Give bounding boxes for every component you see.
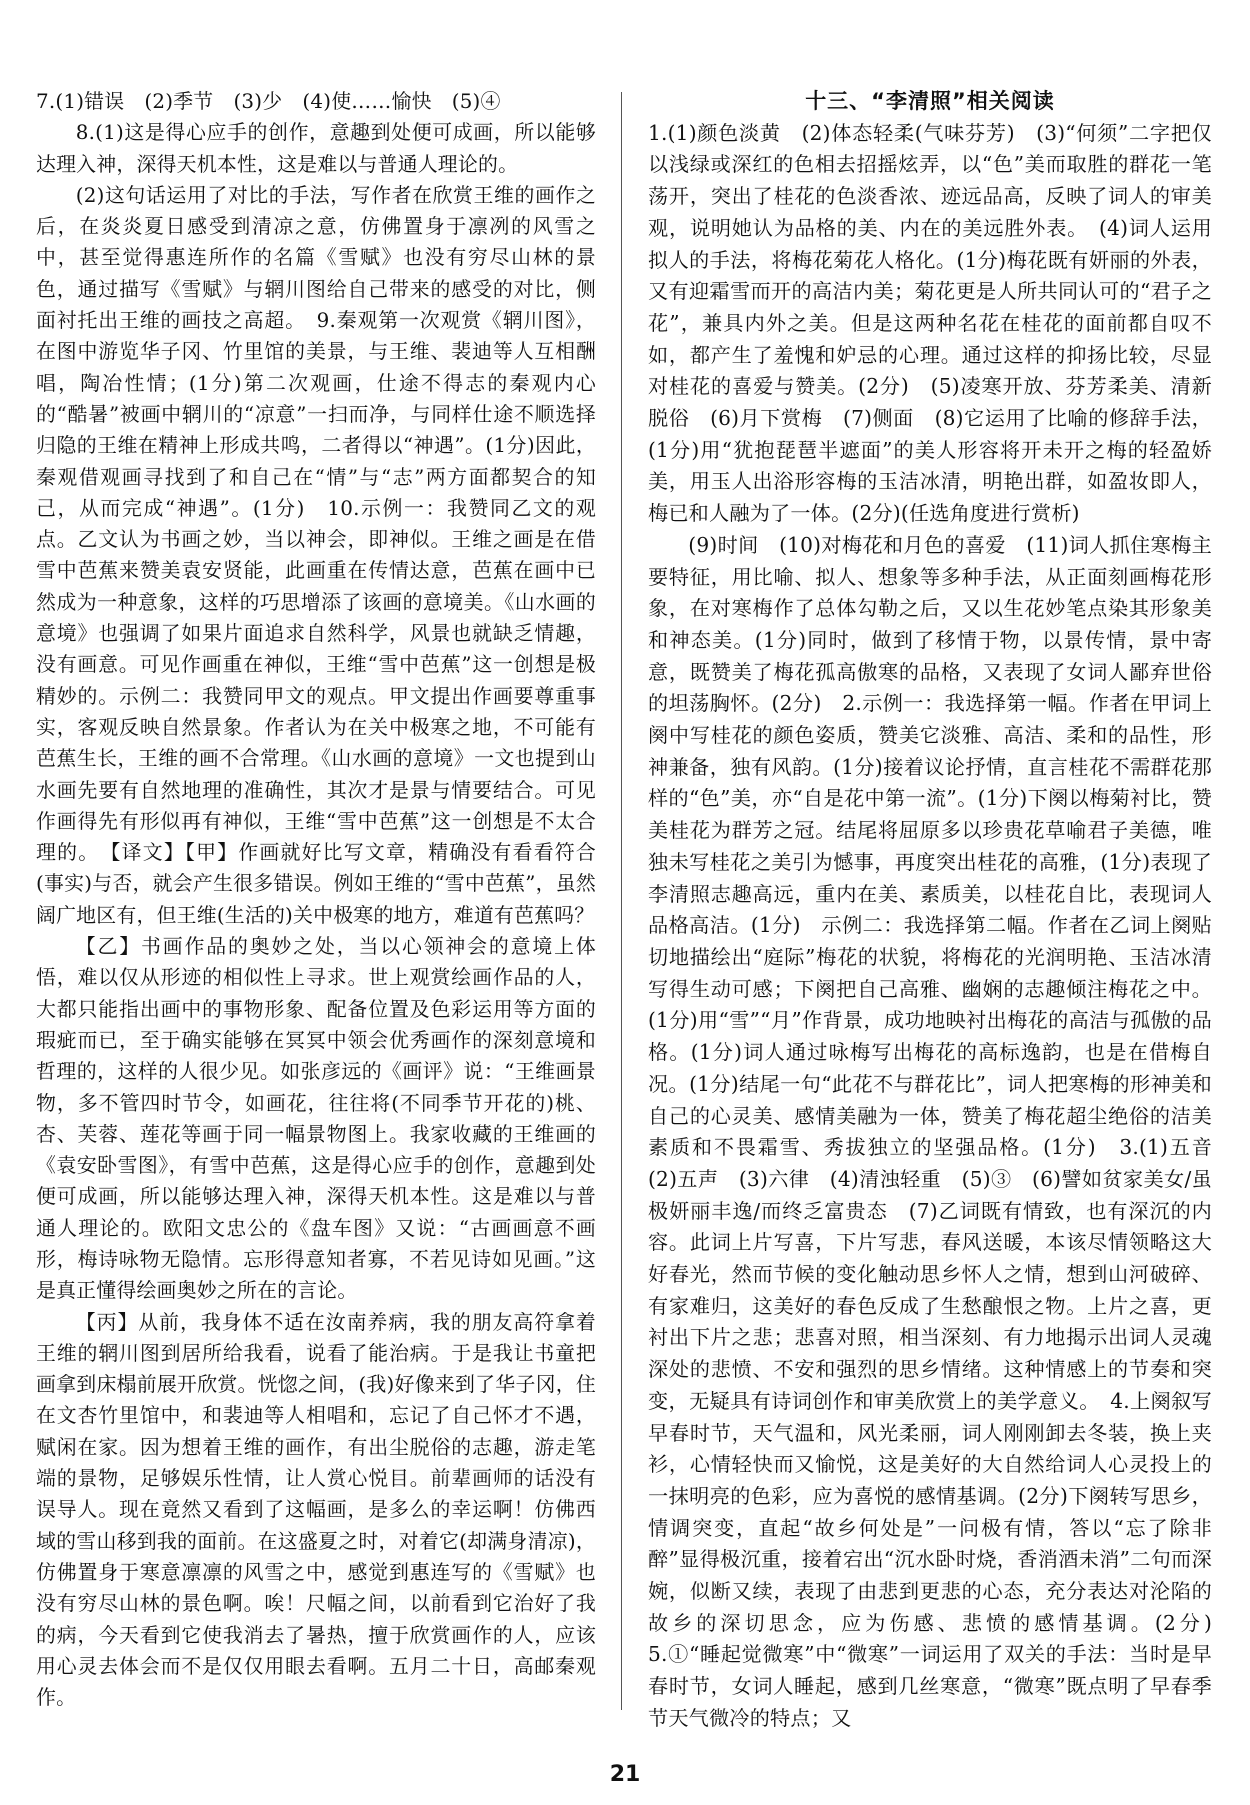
answer-li-1: 1.(1)颜色淡黄 (2)体态轻柔(气味芬芳) (3)“何须”二字把仅以浅绿或深红的色相去招摇炫弄，以“色”美而取胜的群花一笔荡开，突出了桂花的色淡香浓、迹远品高，反映了词人的审美观，说明她认为品格的美、内在的美远胜外表。 (4)词人运用拟人的手法，将梅花菊花人格化。(1分)梅花既有妍丽的外表，又有迎霜雪而开的高洁内美；菊花更是人所共同认可的“君子之花”，兼具内外之美。但是这两种名花在桂花的面前都自叹不如，都产生了羞愧和妒忌的心理。通过这样的抑扬比较，尽显对桂花的喜爱与赞美。(2分) (5)凌寒开放、芬芳柔美、清新脱俗 (6)月下赏梅 (7)侧面 (8)它运用了比喻的修辞手法，(1分)用“犹抱琵琶半遮面”的美人形容将开未开之梅的轻盈娇美，用玉人出浴形容梅的玉洁冰清，明艳出群，如盈妆即人，梅已和人融为了一体。(2分)(任选角度进行赏析) [648,120,1212,526]
right-column [648,86,1233,1735]
column-divider [621,92,622,1710]
translation-bing: 【丙】从前，我身体不适在汝南养病，我的朋友高符拿着王维的辋川图到居所给我看，说看了能治病。于是我让书童把画拿到床榻前展开欣赏。恍惚之间，(我)好像来到了华子冈，住在文杏竹里馆中，和裴迪等人相唱和，忘记了自己怀才不遇，赋闲在家。因为想着王维的画作，有出尘脱俗的志趣，游走笔端的景物，足够娱乐性情，让人赏心悦目。前辈画师的话没有误导人。现在竟然又看到了这幅画，是多么的幸运啊！仿佛西域的雪山移到我的面前。在这盛夏之时，对着它(却满身清凉)，仿佛置身于寒意凛凛的风雪之中，感觉到惠连写的《雪赋》也没有穷尽山林的景色啊。唉！尺幅之间，以前看到它治好了我的病，今天看到它使我消去了暑热，擅于欣赏画作的人，应该用心灵去体会而不是仅仅用眼去看啊。五月二十日，高邮秦观作。 [36,1310,596,1710]
answer-8-1: 8.(1)这是得心应手的创作，意趣到处便可成画，所以能够达理入神，深得天机本性，这是难以与普通人理论的。 [36,121,596,176]
answer-8-2-to-10: (2)这句话运用了对比的手法，写作者在欣赏王维的画作之后，在炎炎夏日感受到清凉之意，仿佛置身于凛冽的风雪之中，甚至觉得惠连所作的名篇《雪赋》也没有穷尽山林的景色，通过描写《雪赋》与辋川图给自己带来的感受的对比，侧面衬托出王维的画技之高超。 9.秦观第一次观赏《辋川图》，在图中游览华子冈、竹里馆的美景，与王维、裴迪等人互相酬唱，陶冶性情；(1分)第二次观画，仕途不得志的秦观内心的“酷暑”被画中辋川的“凉意”一扫而净，与同样仕途不顺选择归隐的王维在精神上形成共鸣，二者得以“神遇”。(1分)因此，秦观借观画寻找到了和自己在“情”与“志”两方面都契合的知己，从而完成“神遇”。(1分) 10.示例一：我赞同乙文的观点。乙文认为书画之妙，当以神会，即神似。王维之画是在借雪中芭蕉来赞美袁安贤能，此画重在传情达意，芭蕉在画中已然成为一种意象，这样的巧思增添了该画的意境美。《山水画的意境》也强调了如果片面追求自然科学，风景也就缺乏情趣，没有画意。可见作画重在神似，王维“雪中芭蕉”这一创想是极精妙的。示例二：我赞同甲文的观点。甲文提出作画要尊重事实，客观反映自然景象。作者认为在关中极寒之地，不可能有芭蕉生长，王维的画不合常理。《山水画的意境》一文也提到山水画先要有自然地理的准确性，其次才是景与情要结合。可见作画得先有形似再有神似，王维“雪中芭蕉”这一创想是不太合理的。 【译文】【甲】作画就好比写文章，精确没有看看符合(事实)与否，就会产生很多错误。例如王维的“雪中芭蕉”，虽然阔广地区有，但王维(生活的)关中极寒的地方，难道有芭蕉吗？ [36,183,596,927]
left-column [36,86,596,1713]
translation-yi: 【乙】书画作品的奥妙之处，当以心领神会的意境上体悟，难以仅从形迹的相似性上寻求。世上观赏绘画作品的人，大都只能指出画中的事物形象、配备位置及色彩运用等方面的瑕疵而已，至于确实能够在冥冥中领会优秀画作的深刻意境和哲理的，这样的人很少见。如张彦远的《画评》说：“王维画景物，多不管四时节令，如画花，往往将(不同季节开花的)桃、杏、芙蓉、莲花等画于同一幅景物图上。我家收藏的王维画的《袁安卧雪图》，有雪中芭蕉，这是得心应手的创作，意趣到处便可成画，所以能够达理入神，深得天机本性。这是难以与普通人理论的。欧阳文忠公的《盘车图》又说：“古画画意不画形，梅诗咏物无隐情。忘形得意知者寡，不若见诗如见画。”这是真正懂得绘画奥妙之所在的言论。 [36,935,596,1303]
answer-7: 7.(1)错误 (2)季节 (3)少 (4)使……愉快 (5)④ [36,90,501,113]
section-title: 十三、“李清照”相关阅读 [805,89,1055,113]
answer-li-1-continued-to-5: (9)时间 (10)对梅花和月色的喜爱 (11)词人抓住寒梅主要特征，用比喻、拟人、想象等多种手法，从正面刻画梅花形象，在对寒梅作了总体勾勒之后，又以生花妙笔点染其形象美和神态美。(1分)同时，做到了移情于物，以景传情，景中寄意，既赞美了梅花孤高傲寒的品格，又表现了女词人鄙弃世俗的坦荡胸怀。(2分) 2.示例一：我选择第一幅。作者在甲词上阕中写桂花的颜色姿质，赞美它淡雅、高洁、柔和的品性，形神兼备，独有风韵。(1分)接着议论抒情，直言桂花不需群花那样的“色”美，亦“自是花中第一流”。(1分)下阕以梅菊衬比，赞美桂花为群芳之冠。结尾将屈原多以珍贵花草喻君子美德，唯独未写桂花之美引为憾事，再度突出桂花的高雅，(1分)表现了李清照志趣高远，重内在美、素质美，以桂花自比，表现词人品格高洁。(1分) 示例二：我选择第二幅。作者在乙词上阕贴切地描绘出“庭际”梅花的状貌，将梅花的光润明艳、玉洁冰清写得生动可感；下阕把自己高雅、幽娴的志趣倾注梅花之中。(1分)用“雪”“月”作背景，成功地映衬出梅花的高洁与孤傲的品格。(1分)词人通过咏梅写出梅花的高标逸韵，也是在借梅自况。(1分)结尾一句“此花不与群花比”，词人把寒梅的形神美和自己的心灵美、感情美融为一体，赞美了梅花超尘绝俗的洁美素质和不畏霜雪、秀拔独立的坚强品格。(1分) 3.(1)五音 (2)五声 (3)六律 (4)清浊轻重 (5)③ (6)譬如贫家美女/虽极妍丽丰逸/而终乏富贵态 (7)乙词既有情致，也有深沉的内容。此词上片写喜，下片写悲，春风送暖，本该尽情领略这大好春光，然而节候的变化触动思乡怀人之情，想到山河破碎、有家难归，这美好的春色反成了生愁酿恨之物。上片之喜，更衬出下片之悲；悲喜对照，相当深刻、有力地揭示出词人灵魂深处的悲愤、不安和强烈的思乡情绪。这种情感上的节奏和突变，无疑具有诗词创作和审美欣赏上的美学意义。 4.上阕叙写早春时节，天气温和，风光柔丽，词人刚刚卸去冬装，换上夹衫，心情轻快而又愉悦，这是美好的大自然给词人心灵投上的一抹明亮的色彩，应为喜悦的感情基调。(2分)下阕转写思乡，情调突变，直起“故乡何处是”一问极有情，答以“忘了除非醉”显得极沉重，接着宕出“沉水卧时烧，香消酒未消”二句而深婉，似断又续，表现了由悲到更悲的心态，充分表达对沦陷的故乡的深切思念，应为伤感、悲愤的感情基调。(2分) 5.①“睡起觉微寒”中“微寒”一词运用了双关的手法：当时是早春时节，女词人睡起，感到几丝寒意，“微寒”既点明了早春季节天气微冷的特点；又 [648,532,1233,1730]
page-number: 21 [609,1762,641,1787]
